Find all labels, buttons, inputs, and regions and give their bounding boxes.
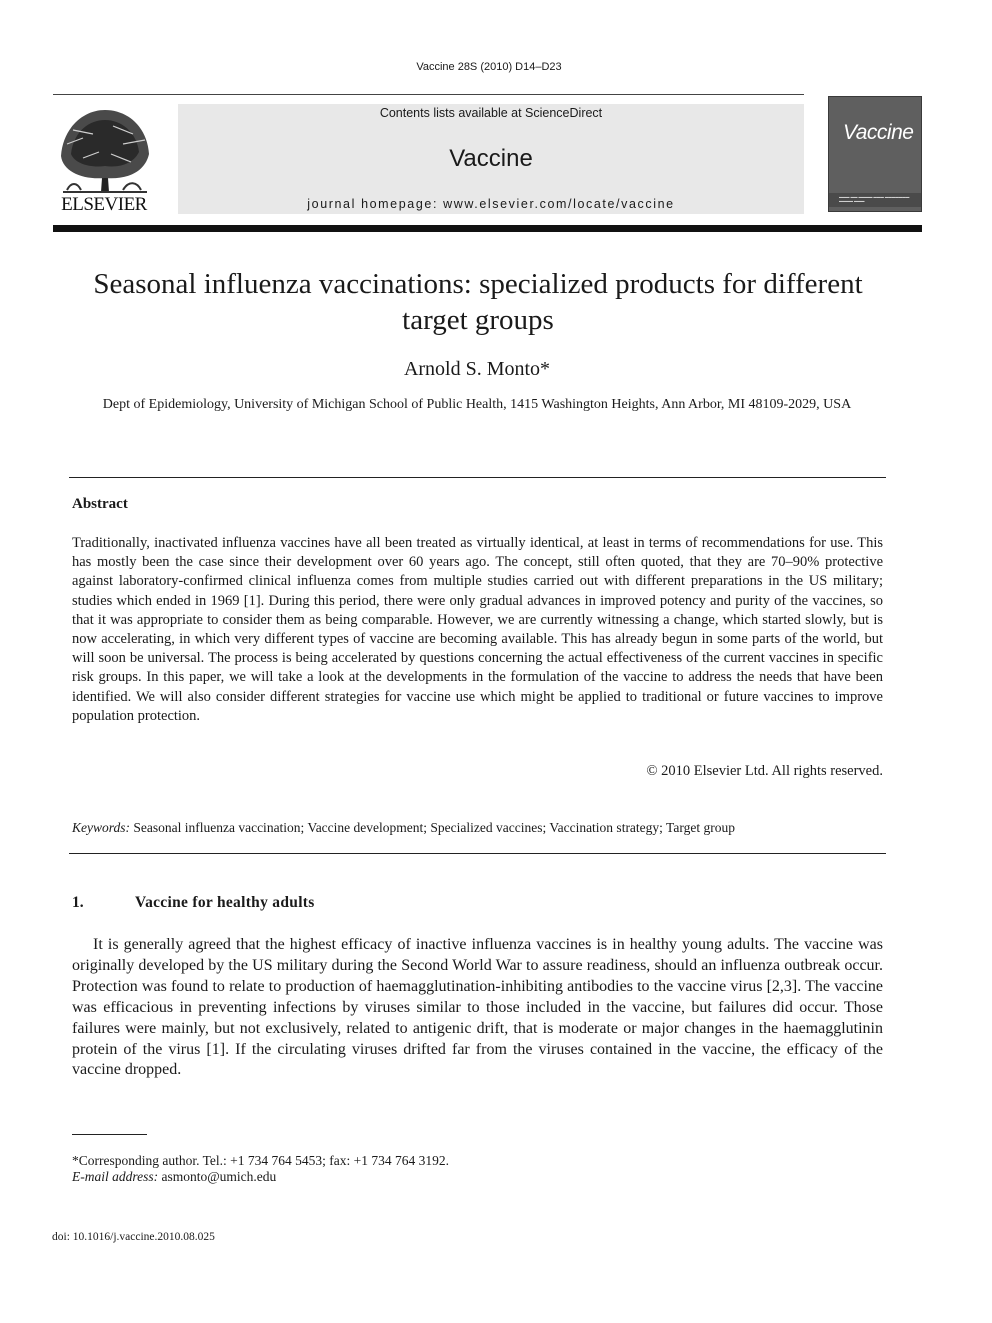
contents-availability-line: Contents lists available at ScienceDirect (379, 106, 603, 120)
abstract-top-rule (69, 477, 886, 478)
elsevier-wordmark: ELSEVIER (61, 194, 147, 215)
keywords (72, 820, 883, 836)
abstract-text: Traditionally, inactivated influenza vaccines have all been treated as virtually identical, at least in terms of recommendations for use. This has mostly been the case since their development over 60 years ago. The concept, still often quoted, that they are 70–90% protective against laboratory-confirmed clinical influenza comes from multiple studies carried out with different preparations in the US military; studies which ended in 1969 [1]. During this period, there were only gradual advances in improved potency and purity of the vaccines, so that it was appropriate to consider them as being comparable. However, we are currently witnessing a change, which started slowly, but is now accelerating, in which very different types of vaccine are becoming available. This has already begun in some parts of the world, but will soon be universal. The process is being accelerated by questions concerning the actual effectiveness of the current vaccines in specific risk groups. In this paper, we will take a look at the developments in the formulation of the vaccine to address the needs that have been identified. We will also consider different strategies for vaccine use which might be applied to traditional or future vaccines to improve population protection. (72, 535, 883, 724)
email-label: E-mail address: (72, 1169, 159, 1184)
copyright-notice: © 2010 Elsevier Ltd. All rights reserved. (646, 763, 883, 779)
cover-fine-print: ▬▬▬ ▬▬ ▬▬▬▬ ▬▬▬ ▬▬▬▬▬▬▬ ▬▬▬▬ ▬▬▬ (839, 195, 910, 203)
journal-cover (828, 96, 922, 212)
doi[interactable]: doi: 10.1016/j.vaccine.2010.08.025 (52, 1231, 215, 1243)
journal-name: Vaccine (449, 145, 533, 172)
section-title: Vaccine for healthy adults (135, 894, 315, 911)
section-body-text: It is generally agreed that the highest efficacy of inactive influenza vaccines is in healthy young adults. The vaccine was originally developed by the US military during the Second World War to assure readiness, should an influenza outbreak occur. Protection was found to relate to production of haemagglutination-inhibiting antibodies to the vaccine virus [2,3]. The vaccine was efficacious in preventing infections by viruses similar to those included in the vaccine, but failures did occur. Those failures were mainly, but not exclusively, related to antigenic drift, that is moderate or major changes in the haemagglutinin protein of the virus [1]. If the circulating viruses drifted far from the viruses contained in the vaccine, the efficacy of the vaccine dropped. (72, 936, 883, 1079)
email-note (72, 1169, 276, 1185)
header-thick-rule (53, 225, 922, 232)
journal-homepage[interactable]: journal homepage: www.elsevier.com/locate/vaccine (307, 197, 675, 211)
abstract-heading: Abstract (72, 496, 128, 512)
keywords-label: Keywords: (72, 820, 130, 835)
journal-citation: Vaccine 28S (2010) D14–D23 (416, 61, 562, 73)
email-address[interactable]: asmonto@umich.edu (161, 1169, 277, 1184)
article-title: Seasonal influenza vaccinations: specialized products for different target groups (93, 268, 863, 336)
header-top-rule (53, 94, 804, 95)
abstract-bottom-rule (69, 853, 886, 854)
cover-title: Vaccine (843, 121, 914, 144)
keywords-list: Seasonal influenza vaccination; Vaccine development; Specialized vaccines; Vaccination strategy; Target group (133, 820, 735, 835)
author-affiliation: Dept of Epidemiology, University of Michigan School of Public Health, 1415 Washington Heights, Ann Arbor, MI 48109-2029, USA (102, 397, 852, 412)
footnote-rule (72, 1134, 147, 1135)
author-name: Arnold S. Monto* (403, 358, 551, 380)
corresponding-author-note: *Corresponding author. Tel.: +1 734 764 5453; fax: +1 734 764 3192. (72, 1153, 450, 1168)
section-number: 1. (72, 894, 84, 911)
